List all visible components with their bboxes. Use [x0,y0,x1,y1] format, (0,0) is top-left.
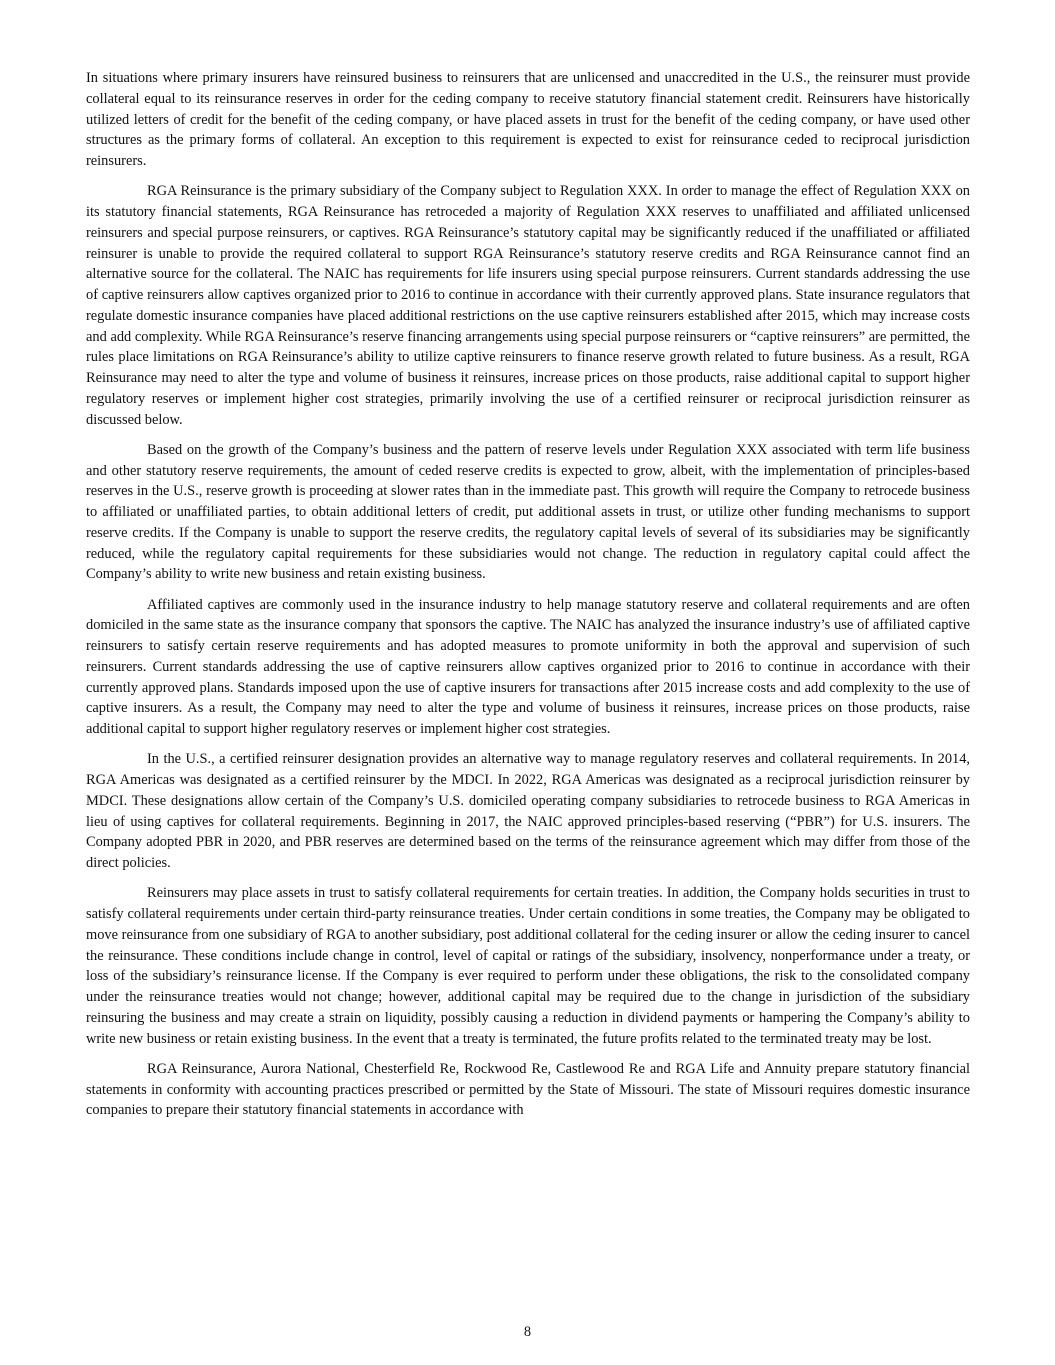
paragraph-regulation-xxx: RGA Reinsurance is the primary subsidiary of the Company subject to Regulation XXX. In order to manage the effect of Regulation XXX on its statutory financial statements, RGA Reinsurance has retroceded a majority of Regulation XXX reserves to unaffiliated and affiliated unlicensed reinsurers and special purpose reinsurers, or captives. RGA Reinsurance’s statutory capital may be significantly reduced if the unaffiliated or affiliated reinsurer is unable to provide the required collateral to support RGA Reinsurance’s statutory reserve credits and RGA Reinsurance cannot find an alternative source for the collateral. The NAIC has requirements for life insurers using special purpose reinsurers. Current standards addressing the use of captive reinsurers allow captives organized prior to 2016 to continue in accordance with their currently approved plans. State insurance regulators that regulate domestic insurance companies have placed additional restrictions on the use captive reinsurers established after 2015, which may increase costs and add complexity. While RGA Reinsurance’s reserve financing arrangements using special purpose reinsurers or “captive reinsurers” are permitted, the rules place limitations on RGA Reinsurance’s ability to utilize captive reinsurers to finance reserve growth related to future business. As a result, RGA Reinsurance may need to alter the type and volume of business it reinsures, increase prices on those products, raise additional capital to support higher regulatory reserves or implement higher cost strategies, primarily involving the use of a certified reinsurer or reciprocal jurisdiction reinsurer as discussed below. [86,183,970,428]
paragraph-assets-in-trust: Reinsurers may place assets in trust to satisfy collateral requirements for certain treaties. In addition, the Company holds securities in trust to satisfy collateral requirements under certain third-party reinsurance treaties. Under certain conditions in some treaties, the Company may be obligated to move reinsurance from one subsidiary of RGA to another subsidiary, post additional collateral for the ceding insurer or allow the ceding insurer to cancel the reinsurance. These conditions include change in control, level of capital or ratings of the subsidiary, insolvency, nonperformance under a treaty, or loss of the subsidiary’s reinsurance license. If the Company is ever required to perform under these obligations, the risk to the consolidated company under the reinsurance treaties would not change; however, additional capital may be required due to the change in jurisdiction of the subsidiary reinsuring the business and may create a strain on liquidity, possibly causing a reduction in dividend payments or hampering the Company’s ability to write new business or retain existing business. In the event that a treaty is terminated, the future profits related to the terminated treaty may be lost. [86,885,970,1047]
document-body [86,68,970,1131]
paragraph-certified-reinsurer: In the U.S., a certified reinsurer designation provides an alternative way to manage regulatory reserves and collateral requirements. In 2014, RGA Americas was designated as a certified reinsurer by the MDCI. In 2022, RGA Americas was designated as a reciprocal jurisdiction reinsurer by MDCI. These designations allow certain of the Company’s U.S. domiciled operating company subsidiaries to retrocede business to RGA Americas in lieu of using captives for collateral requirements. Beginning in 2017, the NAIC approved principles-based reserving (“PBR”) for U.S. insurers. The Company adopted PBR in 2020, and PBR reserves are determined based on the terms of the reinsurance agreement which may differ from those of the direct policies. [86,751,970,871]
paragraph-affiliated-captives: Affiliated captives are commonly used in the insurance industry to help manage statutory reserve and collateral requirements and are often domiciled in the same state as the insurance company that sponsors the captive. The NAIC has analyzed the insurance industry’s use of affiliated captive reinsurers to satisfy certain reserve requirements and has adopted measures to promote uniformity in both the approval and supervision of such reinsurers. Current standards addressing the use of captive reinsurers allow captives organized prior to 2016 to continue in accordance with their currently approved plans. Standards imposed upon the use of captive insurers for transactions after 2015 increase costs and add complexity to the use of captive insurers. As a result, the Company may need to alter the type and volume of business it reinsures, increase prices on those products, raise additional capital to support higher regulatory reserves or implement higher cost strategies. [86,596,970,737]
paragraph-collateral-unlicensed: In situations where primary insurers have reinsured business to reinsurers that are unlicensed and unaccredited in the U.S., the reinsurer must provide collateral equal to its reinsurance reserves in order for the ceding company to receive statutory financial statement credit. Reinsurers have historically utilized letters of credit for the benefit of the ceding company, or have placed assets in trust for the benefit of the ceding company, or have used other structures as the primary forms of collateral. An exception to this requirement is expected to exist for reinsurance ceded to reciprocal jurisdiction reinsurers. [86,70,970,169]
paragraph-reserve-growth: Based on the growth of the Company’s business and the pattern of reserve levels under Regulation XXX associated with term life business and other statutory reserve requirements, the amount of ceded reserve credits is expected to grow, albeit, with the implementation of principles-based reserves in the U.S., reserve growth is proceeding at slower rates than in the immediate past. This growth will require the Company to retrocede business to affiliated or unaffiliated parties, to obtain additional letters of credit, put additional assets in trust, or utilize other funding mechanisms to support reserve credits. If the Company is unable to support the reserve credits, the regulatory capital levels of several of its subsidiaries may be significantly reduced, while the regulatory capital requirements for these subsidiaries would not change. The reduction in regulatory capital could affect the Company’s ability to write new business and retain existing business. [86,441,970,583]
paragraph-statutory-statements: RGA Reinsurance, Aurora National, Chesterfield Re, Rockwood Re, Castlewood Re and RGA Life and Annuity prepare statutory financial statements in conformity with accounting practices prescribed or permitted by the State of Missouri. The state of Missouri requires domestic insurance companies to prepare their statutory financial statements in accordance with [86,1060,970,1119]
page-number: 8 [523,1324,532,1340]
